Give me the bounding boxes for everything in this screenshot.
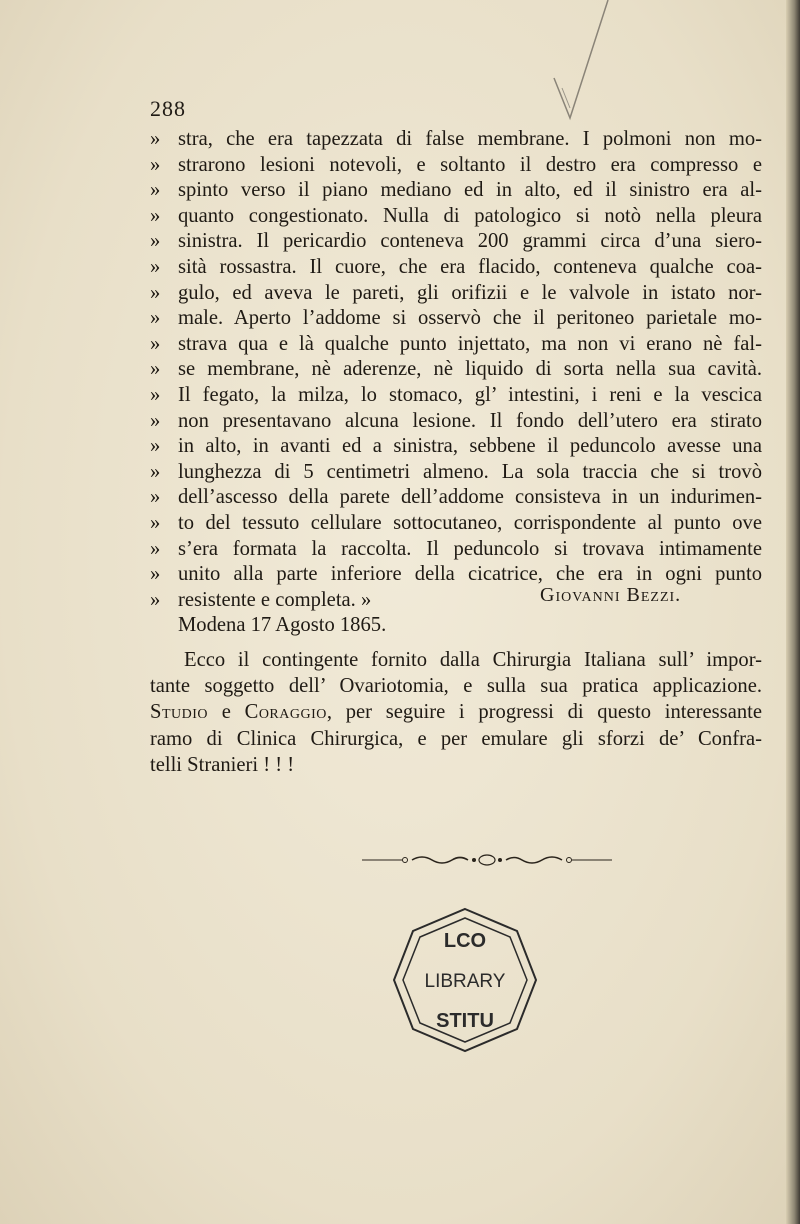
date-line: Modena 17 Agosto 1865.: [178, 614, 387, 637]
line-text: lunghezza di 5 centimetri almeno. La sola traccia che si trovò: [178, 460, 762, 483]
guillemet: »: [150, 230, 161, 253]
editorial-line: ramo di Clinica Chirurgica, e per emulare gli sforzi de’ Confra-: [150, 727, 762, 750]
guillemet: »: [150, 537, 161, 560]
guillemet: »: [150, 307, 161, 330]
page-edge-shadow: [786, 0, 800, 1224]
editorial-line: telli Stranieri ! ! !: [150, 753, 295, 776]
text-line: [150, 383, 762, 409]
text-line: [150, 332, 762, 358]
small-caps-word: Coraggio: [244, 701, 327, 724]
guillemet: »: [150, 409, 161, 432]
text-line: [150, 409, 762, 435]
pencil-check-mark: [540, 0, 630, 130]
text-line: [150, 178, 762, 204]
line-text: sità rossastra. Il cuore, che era flacido, conteneva qualche coa-: [178, 255, 762, 278]
inline-text: , per seguire i progressi di questo interessante: [326, 701, 762, 724]
line-text: dell’ascesso della parete dell’addome consisteva in un indurimen-: [178, 486, 762, 509]
stamp-center-text: LIBRARY: [424, 971, 506, 992]
editorial-line: Ecco il contingente fornito dalla Chirurgia Italiana sull’ impor-: [184, 649, 762, 671]
line-text: strava qua e là qualche punto injettato, ma non vi erano nè fal-: [178, 332, 762, 355]
text-line: [150, 306, 762, 332]
line-text: non presentavano alcuna lesione. Il fondo dell’utero era stirato: [178, 409, 762, 432]
text-line: [150, 434, 762, 460]
guillemet: »: [150, 358, 161, 381]
editorial-line: [150, 699, 762, 725]
line-text: se membrane, nè aderenze, nè liquido di sorta nella sua cavità.: [178, 358, 762, 381]
editorial-paragraph: [150, 647, 762, 778]
text-line: [150, 127, 762, 153]
stamp-bottom-text: STITU: [436, 1010, 494, 1032]
text-line: [150, 255, 762, 281]
guillemet: »: [150, 563, 161, 586]
line-text: to del tessuto cellulare sottocutaneo, corrispondente al punto ove: [178, 511, 762, 534]
guillemet: »: [150, 435, 161, 458]
line-text: sinistra. Il pericardio conteneva 200 grammi circa d’una siero-: [178, 230, 762, 253]
line-text: stra, che era tapezzata di false membrane. I polmoni non mo-: [178, 128, 762, 150]
author-signature: Giovanni Bezzi.: [540, 584, 682, 606]
guillemet: »: [150, 255, 161, 278]
guillemet: »: [150, 204, 161, 227]
editorial-line: tante soggetto dell’ Ovariotomia, e sulla sua pratica applicazione.: [150, 675, 762, 698]
stamp-top-text: LCO: [443, 930, 487, 952]
decorative-rule-ornament: [362, 854, 612, 866]
library-stamp: [390, 905, 540, 1055]
text-line: [150, 357, 762, 383]
line-text: in alto, in avanti ed a sinistra, sebbene il peduncolo avesse una: [178, 435, 762, 458]
line-text: gulo, ed aveva le pareti, gli orifizii e le valvole in istato nor-: [178, 281, 762, 304]
guillemet: »: [150, 153, 161, 176]
guillemet: »: [150, 128, 161, 150]
line-text: strarono lesioni notevoli, e soltanto il destro era compresso e: [178, 153, 762, 176]
guillemet: »: [150, 511, 161, 534]
body-text: [150, 127, 762, 639]
inline-text: e: [208, 701, 245, 724]
page-number: 288: [150, 96, 186, 121]
line-text: s’era formata la raccolta. Il peduncolo si trovava intimamente: [178, 537, 762, 560]
guillemet: »: [150, 588, 161, 611]
text-line: [150, 460, 762, 486]
text-line: [150, 511, 762, 537]
text-line: [150, 485, 762, 511]
small-caps-word: Studio: [150, 701, 208, 724]
guillemet: »: [150, 486, 161, 509]
guillemet: »: [150, 281, 161, 304]
guillemet: »: [150, 179, 161, 202]
guillemet: »: [150, 332, 161, 355]
line-text: Il fegato, la milza, lo stomaco, gl’ intestini, i reni e la vescica: [178, 383, 762, 406]
line-text: resistente e completa. »: [178, 588, 372, 611]
text-line: [150, 281, 762, 307]
line-text: unito alla parte inferiore della cicatrice, che era in ogni punto: [178, 563, 762, 586]
line-text: spinto verso il piano mediano ed in alto, ed il sinistro era al-: [178, 179, 762, 202]
guillemet: »: [150, 460, 161, 483]
line-text: quanto congestionato. Nulla di patologico si notò nella pleura: [178, 204, 762, 227]
text-line: [150, 537, 762, 563]
text-line: [150, 204, 762, 230]
guillemet: »: [150, 383, 161, 406]
text-line: [150, 229, 762, 255]
line-text: male. Aperto l’addome si osservò che il peritoneo parietale mo-: [178, 307, 762, 330]
text-line: [150, 153, 762, 179]
